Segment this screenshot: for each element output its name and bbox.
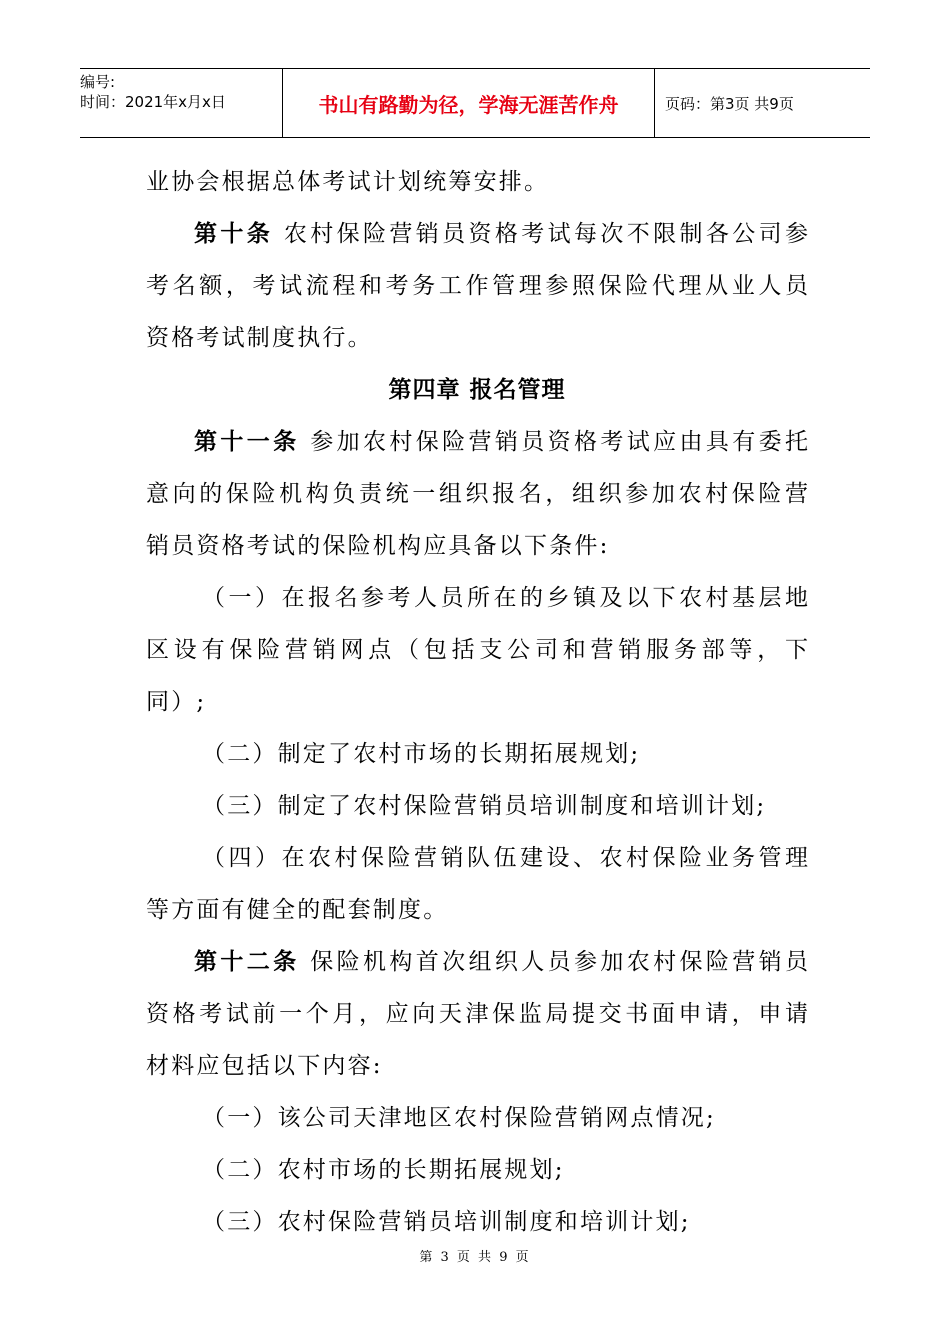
paragraph-line: 考名额，考试流程和考务工作管理参照保险代理从业人员 — [146, 273, 808, 299]
article-12-line — [146, 936, 808, 988]
condition-1-line: （一）在报名参考人员所在的乡镇及以下农村基层地 — [202, 585, 808, 611]
page-footer: 第 3 页 共 9 页 — [419, 1250, 531, 1265]
condition-4-line: （四）在农村保险营销队伍建设、农村保险业务管理 — [202, 845, 808, 871]
material-1: （一）该公司天津地区农村保险营销网点情况; — [202, 1105, 716, 1131]
header-meta — [80, 69, 282, 137]
article-10-title: 第十条 — [194, 221, 274, 247]
article-11-title: 第十一条 — [194, 429, 300, 455]
header-page-number: 页码：第3页 共9页 — [665, 94, 794, 113]
paragraph-line: 材料应包括以下内容: — [146, 1053, 383, 1079]
article-11-line — [146, 416, 808, 468]
material-2: （二）农村市场的长期拓展规划; — [202, 1157, 565, 1183]
paragraph-line: 同）; — [146, 689, 207, 715]
chapter-4-heading: 第四章 报名管理 — [388, 377, 566, 403]
paragraph-line: 业协会根据总体考试计划统筹安排。 — [146, 169, 550, 195]
condition-3: （三）制定了农村保险营销员培训制度和培训计划; — [202, 793, 767, 819]
page-header — [80, 68, 870, 138]
article-11-text: 参加农村保险营销员资格考试应由具有委托 — [310, 429, 808, 455]
article-10-line — [146, 208, 808, 260]
document-body — [146, 156, 808, 1248]
paragraph-line: 销员资格考试的保险机构应具备以下条件: — [146, 533, 610, 559]
article-12-text: 保险机构首次组织人员参加农村保险营销员 — [310, 949, 808, 975]
paragraph-line: 意向的保险机构负责统一组织报名，组织参加农村保险营 — [146, 481, 808, 507]
document-date-label: 时间：2021年x月x日 — [80, 93, 226, 111]
paragraph-line: 资格考试前一个月，应向天津保监局提交书面申请，申请 — [146, 1001, 808, 1027]
header-motto: 书山有路勤为径，学海无涯苦作舟 — [282, 69, 655, 137]
paragraph-line: 资格考试制度执行。 — [146, 325, 373, 351]
paragraph-line: 等方面有健全的配套制度。 — [146, 897, 449, 923]
article-12-title: 第十二条 — [194, 949, 300, 975]
paragraph-line: 区设有保险营销网点（包括支公司和营销服务部等，下 — [146, 637, 808, 663]
condition-2: （二）制定了农村市场的长期拓展规划; — [202, 741, 641, 767]
document-number-label: 编号: — [80, 73, 116, 91]
article-10-text: 农村保险营销员资格考试每次不限制各公司参 — [283, 221, 808, 247]
material-3: （三）农村保险营销员培训制度和培训计划; — [202, 1209, 691, 1235]
